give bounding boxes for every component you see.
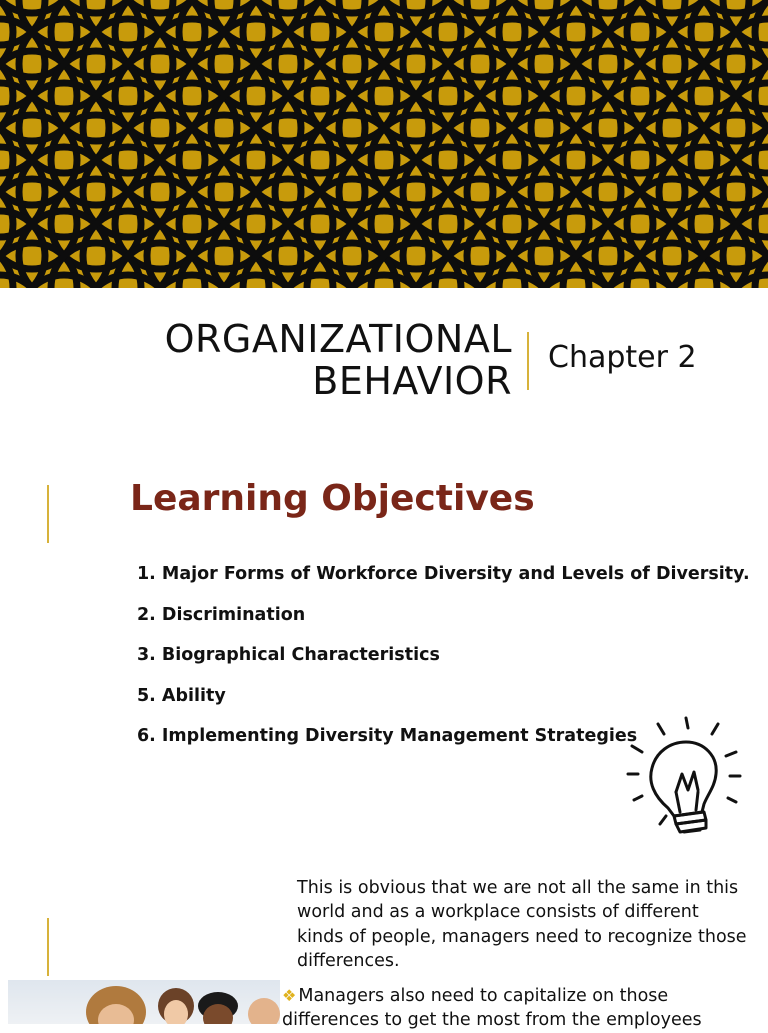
diamond-bullet-icon: ❖ — [282, 986, 297, 1005]
lightbulb-icon — [624, 712, 748, 836]
objective-item: 3. Biographical Characteristics — [137, 645, 440, 665]
objective-item: 5. Ability — [137, 685, 226, 706]
people-photo — [8, 980, 280, 1024]
objective-item: 1. Major Forms of Workforce Diversity and Levels of Diversity. — [137, 564, 750, 584]
objective-item: 2. Discrimination — [137, 604, 306, 625]
title-line-2: BEHAVIOR — [312, 359, 512, 403]
decorative-pattern-banner — [0, 0, 768, 288]
accent-bar-objectives — [47, 485, 49, 543]
accent-bar-diversity — [47, 918, 49, 976]
title-line-1: ORGANIZATIONAL — [164, 317, 512, 361]
bullet-text: Managers also need to capitalize on those differences to get the most from the employees — [282, 986, 702, 1031]
people-illustration — [8, 980, 280, 1024]
presentation-title — [165, 318, 512, 402]
title-section — [0, 316, 768, 402]
bullet-point — [282, 984, 762, 1033]
objective-item: 6. Implementing Diversity Management Strategies — [137, 726, 638, 746]
diversity-paragraph: This is obvious that we are not all the same in this world and as a workplace consists of different kinds of people, managers need to recognize those differences. — [297, 878, 747, 971]
learning-objectives-heading: Learning Objectives — [130, 478, 535, 519]
interlocking-circles-pattern — [0, 0, 768, 288]
title-divider — [527, 332, 529, 390]
chapter-subtitle: Chapter 2 — [548, 340, 697, 375]
